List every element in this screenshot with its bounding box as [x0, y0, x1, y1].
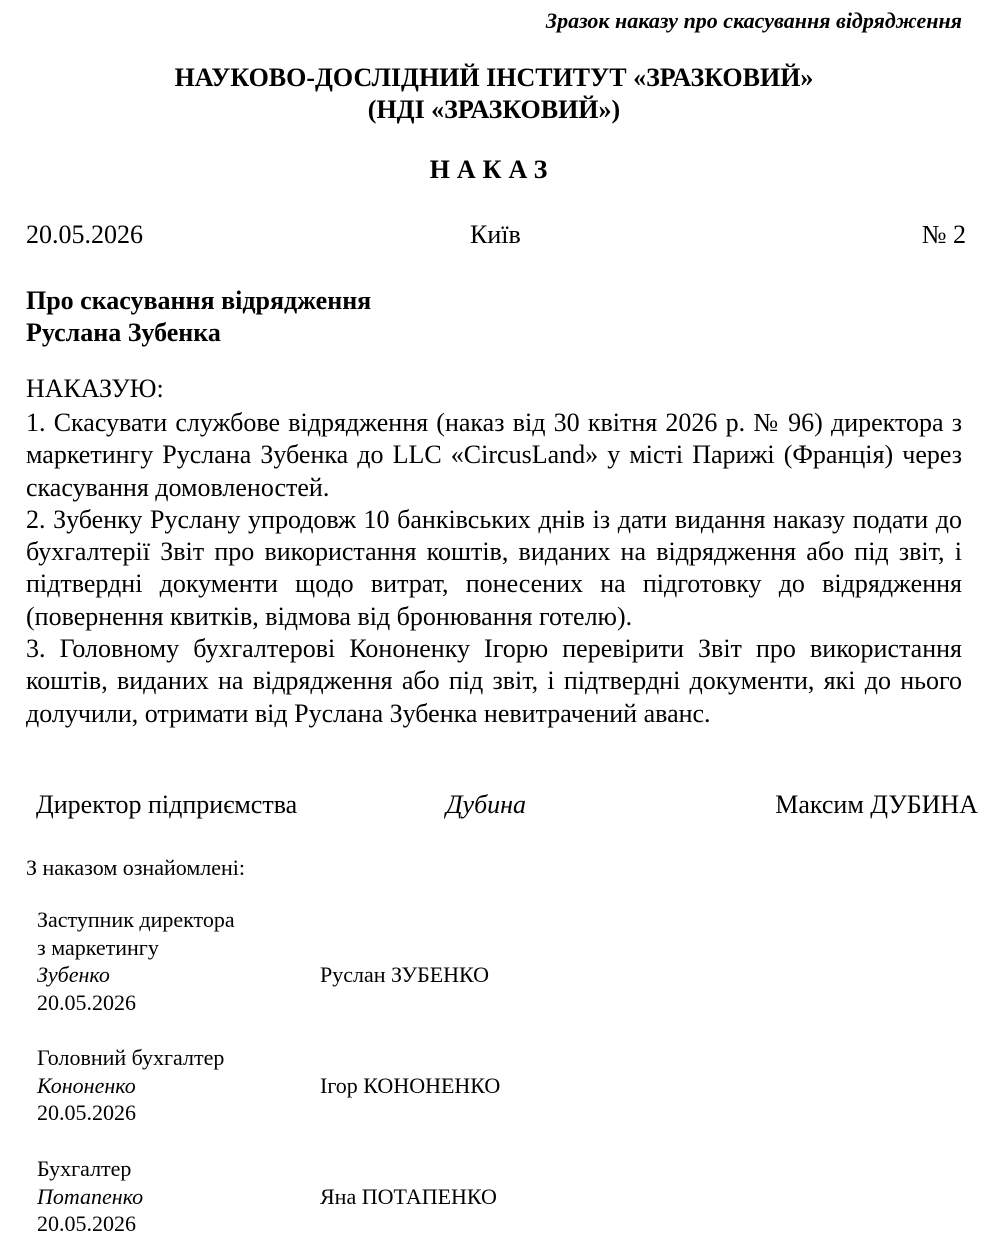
- document-number: № 2: [921, 220, 966, 249]
- order-items: [26, 407, 962, 730]
- acquainted-signature: Зубенко: [37, 962, 110, 987]
- acquainted-name: Руслан ЗУБЕНКО: [320, 962, 490, 987]
- acquainted-date: 20.05.2026: [37, 1100, 136, 1125]
- organization-name: НАУКОВО-ДОСЛІДНИЙ ІНСТИТУТ «ЗРАЗКОВИЙ»: [174, 63, 814, 92]
- acquainted-date: 20.05.2026: [37, 1211, 136, 1236]
- organization-header: [0, 62, 988, 126]
- director-name: Максим ДУБИНА: [775, 790, 978, 819]
- acquainted-position: Головний бухгалтер: [37, 1045, 225, 1070]
- document-meta: [26, 220, 966, 254]
- director-signature: Дубина: [446, 790, 527, 819]
- acquainted-entry: [37, 906, 637, 1016]
- document-city: Київ: [470, 220, 521, 249]
- acquainted-signature: Кононенко: [37, 1072, 136, 1098]
- acquainted-entry: [37, 1044, 637, 1127]
- order-word: НАКАЗУЮ:: [26, 374, 164, 403]
- acquainted-name: Ігор КОНОНЕНКО: [320, 1072, 501, 1098]
- sample-title: Зразок наказу про скасування відрядження: [545, 8, 962, 33]
- order-item: 3. Головному бухгалтерові Кононенку Ігорю перевірити Звіт про використання коштів, виданих на відрядження або під звіт, і підтвердні документи, які до нього долучили, отримати від Руслана Зубенка невитрачений аванс.: [26, 634, 962, 728]
- acquainted-entry: [37, 1155, 637, 1238]
- director-position: Директор підприємства: [36, 790, 298, 819]
- document-subject: [26, 285, 371, 349]
- acquainted-position: Заступник директора: [37, 907, 235, 932]
- acquainted-position: з маркетингу: [37, 934, 159, 960]
- acquainted-name: Яна ПОТАПЕНКО: [320, 1183, 497, 1209]
- document-date: 20.05.2026: [26, 220, 143, 249]
- organization-short-name: (НДІ «ЗРАЗКОВИЙ»): [367, 95, 621, 124]
- acquainted-signature: Потапенко: [37, 1183, 144, 1209]
- director-signature-row: [36, 790, 986, 824]
- acquainted-date: 20.05.2026: [37, 989, 136, 1015]
- acquainted-label: З наказом ознайомлені:: [26, 855, 245, 880]
- subject-line: Про скасування відрядження: [26, 286, 372, 315]
- order-item: 1. Скасувати службове відрядження (наказ від 30 квітня 2026 р. № 96) директора з маркетингу Руслана Зубенка до LLC «CircusLand» у місті Парижі (Франція) через скасування домовленостей.: [26, 408, 962, 502]
- subject-line: Руслана Зубенка: [26, 318, 221, 347]
- document-type: НАКАЗ: [429, 155, 555, 184]
- order-item: 2. Зубенку Руслану упродовж 10 банківських днів із дати видання наказу подати до бухгалтерії Звіт про використання коштів, виданих на відрядження або під звіт, і підтвердні документи щодо витрат, понесених на підготовку до відрядження (повернення квитків, відмова від бронювання готелю).: [26, 504, 962, 631]
- acquainted-position: Бухгалтер: [37, 1156, 132, 1181]
